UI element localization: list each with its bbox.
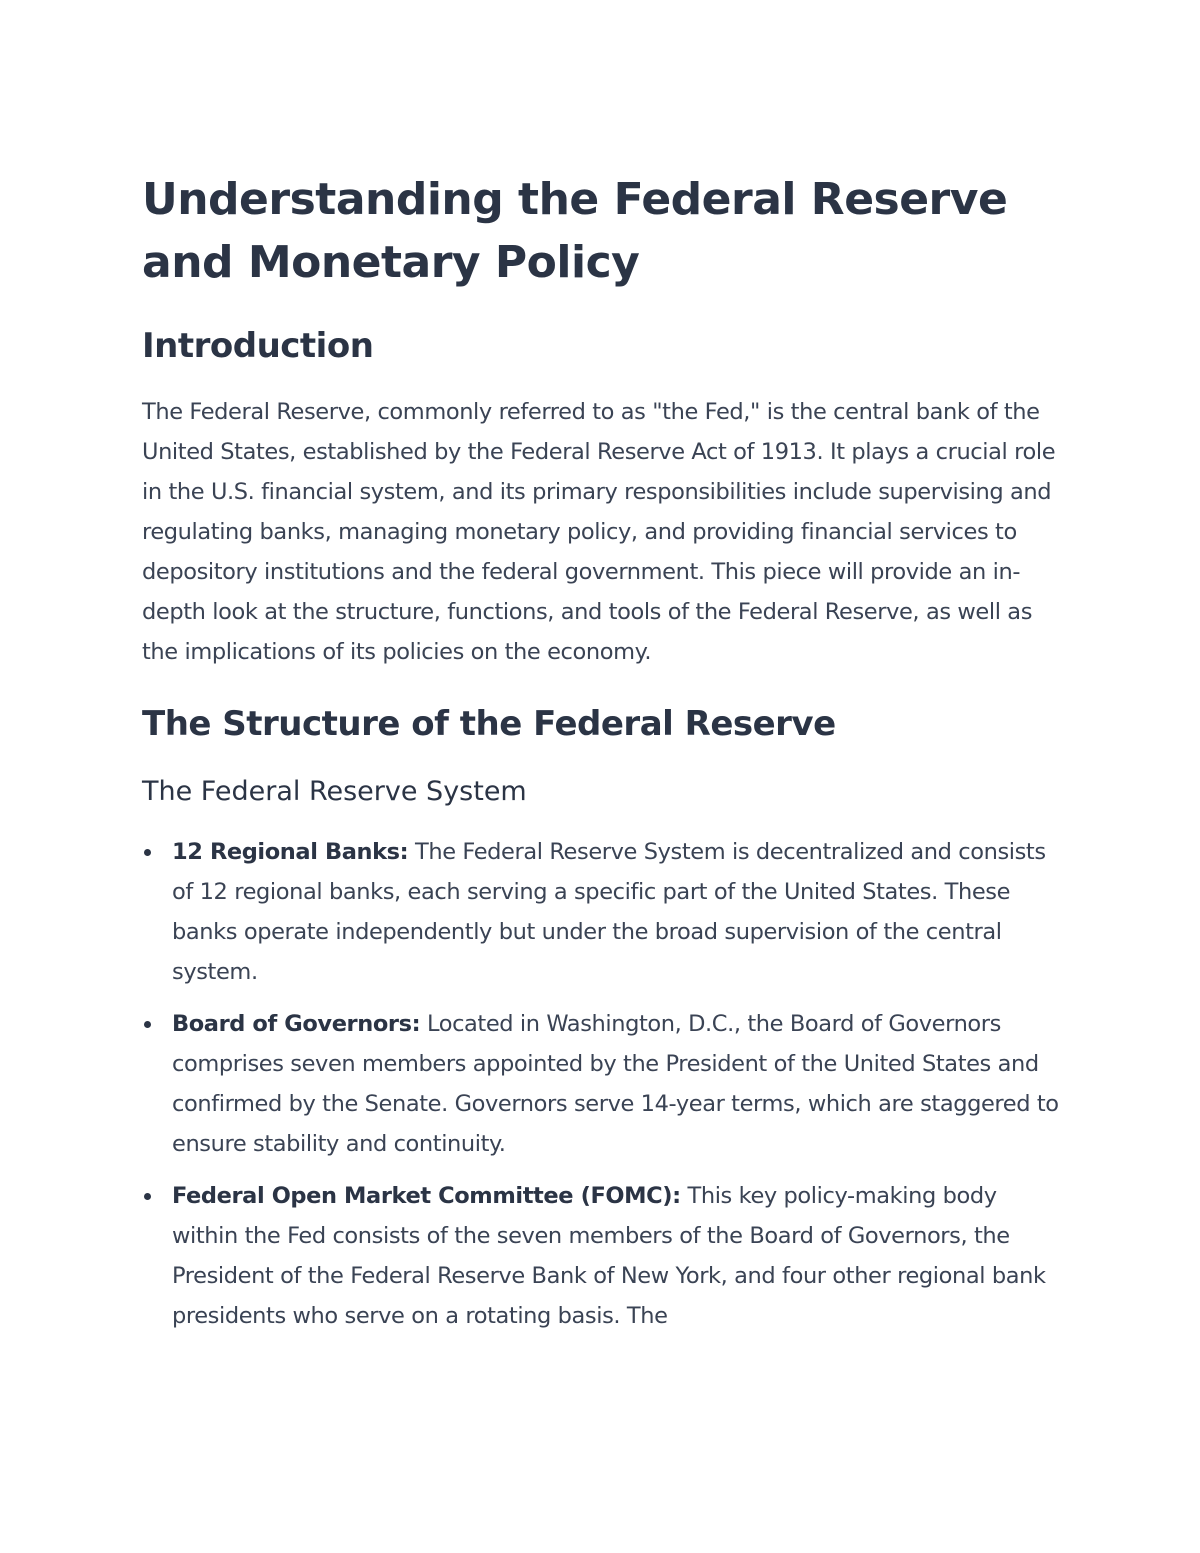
list-item [142, 1004, 1062, 1164]
introduction-heading: Introduction [142, 326, 374, 366]
bullet-icon [144, 849, 151, 856]
structure-heading: The Structure of the Federal Reserve [142, 704, 836, 744]
document-title: Understanding the Federal Reserve and Monetary Policy [142, 174, 1008, 288]
bullet-icon [144, 1193, 151, 1200]
introduction-paragraph: The Federal Reserve, commonly referred to as "the Fed," is the central bank of the United States, established by the Federal Reserve Act of 1913. It plays a crucial role in the U.S. financial system, and its primary responsibilities include supervising and regulating banks, managing monetary policy, and providing financial services to depository institutions and the federal government. This piece will provide an in-depth look at the structure, functions, and tools of the Federal Reserve, as well as the implications of its policies on the economy. [142, 399, 1056, 665]
list-item-text: This key policy-making body within the Fed consists of the seven members of the Board of Governors, the President of the Federal Reserve Bank of New York, and four other regional bank presidents who serve on a rotating basis. The [172, 1183, 1046, 1329]
structure-bullet-list [142, 832, 1062, 1336]
list-item-term: 12 Regional Banks: [172, 839, 409, 865]
list-item-term: Board of Governors: [172, 1011, 421, 1037]
bullet-icon [144, 1021, 151, 1028]
list-item-term: Federal Open Market Committee (FOMC): [172, 1183, 681, 1209]
document-page [142, 168, 1062, 1348]
list-item [142, 1176, 1062, 1336]
federal-reserve-system-heading: The Federal Reserve System [142, 776, 527, 807]
list-item [142, 832, 1062, 992]
list-item-text: The Federal Reserve System is decentralized and consists of 12 regional banks, each serving a specific part of the United States. These banks operate independently but under the broad supervision of the central system. [172, 839, 1046, 985]
list-item-text: Located in Washington, D.C., the Board of Governors comprises seven members appointed by the President of the United States and confirmed by the Senate. Governors serve 14-year terms, which are staggered to ensure stability and continuity. [172, 1011, 1059, 1157]
